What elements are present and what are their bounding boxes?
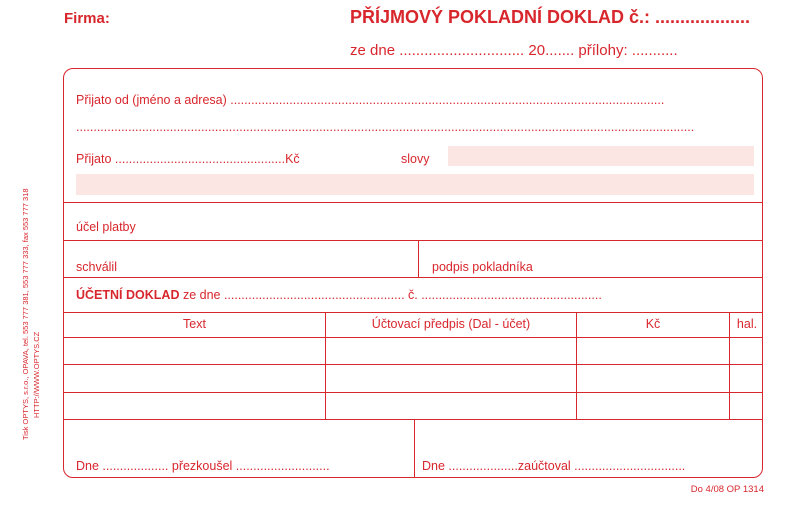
in-words-label: slovy	[401, 152, 430, 166]
accounting-document-label: ÚČETNÍ DOKLAD	[76, 288, 180, 302]
column-header-czk: Kč	[645, 317, 661, 331]
table-row[interactable]	[64, 393, 763, 419]
cashier-signature-field[interactable]: podpis pokladníka	[432, 260, 533, 274]
firma-label: Firma:	[64, 10, 110, 27]
printer-imprint-text: Tisk OPTYS, s.r.o., OPAVA, tel. 553 777 381, 553 777 333, fax 553 777 318	[21, 188, 30, 440]
table-row[interactable]	[64, 338, 763, 364]
document-title: PŘÍJMOVÝ POKLADNÍ DOKLAD č.: ...................	[350, 7, 751, 27]
column-header-entry: Účtovací předpis (Dal - účet)	[371, 317, 531, 331]
table-row[interactable]	[64, 365, 763, 392]
booked-by-field[interactable]: Dne ....................zaúčtoval ................................	[422, 459, 686, 473]
approved-by-field[interactable]: schválil	[76, 260, 117, 274]
receipt-form	[63, 68, 763, 478]
verified-by-field[interactable]: Dne ................... přezkoušel ...........................	[76, 459, 330, 473]
divider	[64, 240, 762, 241]
amount-words-field[interactable]	[448, 146, 754, 166]
divider	[64, 277, 762, 278]
form-code: Do 4/08 OP 1314	[690, 484, 764, 495]
received-amount-field[interactable]: Přijato .................................................Kč	[76, 152, 300, 166]
divider	[418, 240, 419, 277]
accounting-table	[64, 312, 763, 420]
payment-purpose-field[interactable]: účel platby	[76, 220, 136, 234]
address-line-field[interactable]: ..................................................................................................................................................................................	[76, 120, 695, 134]
column-header-text: Text	[183, 317, 206, 331]
accounting-document-line[interactable]	[76, 288, 602, 302]
printer-imprint-url: HTTP://WWW.OPTYS.CZ	[32, 331, 41, 418]
amount-words-continuation-field[interactable]	[76, 174, 754, 195]
accounting-document-fields: ze dne .................................................... č. ....................................................	[179, 288, 602, 302]
divider	[64, 202, 762, 203]
received-from-field[interactable]: Přijato od (jméno a adresa) .............................................................................................................................	[76, 93, 665, 107]
printer-imprint	[8, 110, 60, 440]
date-attachments-line: ze dne .............................. 20....... přílohy: ...........	[350, 42, 678, 59]
divider	[414, 420, 415, 478]
column-header-hal: hal.	[736, 317, 758, 331]
